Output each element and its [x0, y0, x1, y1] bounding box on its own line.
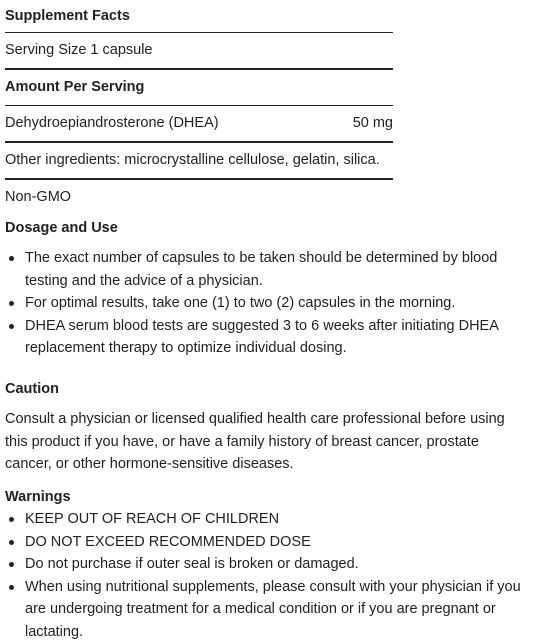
caution-text: Consult a physician or licensed qualified health care professional before using this product if you have, or have a family history of breast cancer, prostate cancer, or other hormone-sensitive diseases. — [5, 408, 525, 476]
dosage-heading: Dosage and Use — [5, 216, 118, 240]
warnings-list — [5, 508, 525, 643]
other-ingredients: Other ingredients: microcrystalline cellulose, gelatin, silica. — [5, 141, 393, 178]
ingredient-amount: 50 mg — [353, 106, 393, 141]
supplement-facts-title: Supplement Facts — [5, 0, 393, 32]
list-item: The exact number of capsules to be taken should be determined by blood testing and the advice of a physician. — [5, 247, 525, 292]
list-item: KEEP OUT OF REACH OF CHILDREN — [5, 508, 525, 531]
dosage-list — [5, 247, 525, 360]
list-item: Do not purchase if outer seal is broken or damaged. — [5, 553, 525, 576]
list-item: DO NOT EXCEED RECOMMENDED DOSE — [5, 531, 525, 554]
ingredient-row — [5, 105, 393, 141]
supplement-facts-panel — [5, 0, 393, 215]
caution-heading: Caution — [5, 377, 59, 401]
non-gmo-label: Non-GMO — [5, 178, 393, 215]
serving-size: Serving Size 1 capsule — [5, 32, 393, 68]
amount-per-serving-header: Amount Per Serving — [5, 68, 393, 105]
list-item: DHEA serum blood tests are suggested 3 to 6 weeks after initiating DHEA replacement therapy to optimize individual dosing. — [5, 315, 525, 360]
list-item: For optimal results, take one (1) to two (2) capsules in the morning. — [5, 292, 525, 315]
list-item: When using nutritional supplements, please consult with your physician if you are undergoing treatment for a medical condition or if you are pregnant or lactating. — [5, 576, 525, 643]
ingredient-name: Dehydroepiandrosterone (DHEA) — [5, 106, 219, 141]
warnings-heading: Warnings — [5, 485, 71, 509]
